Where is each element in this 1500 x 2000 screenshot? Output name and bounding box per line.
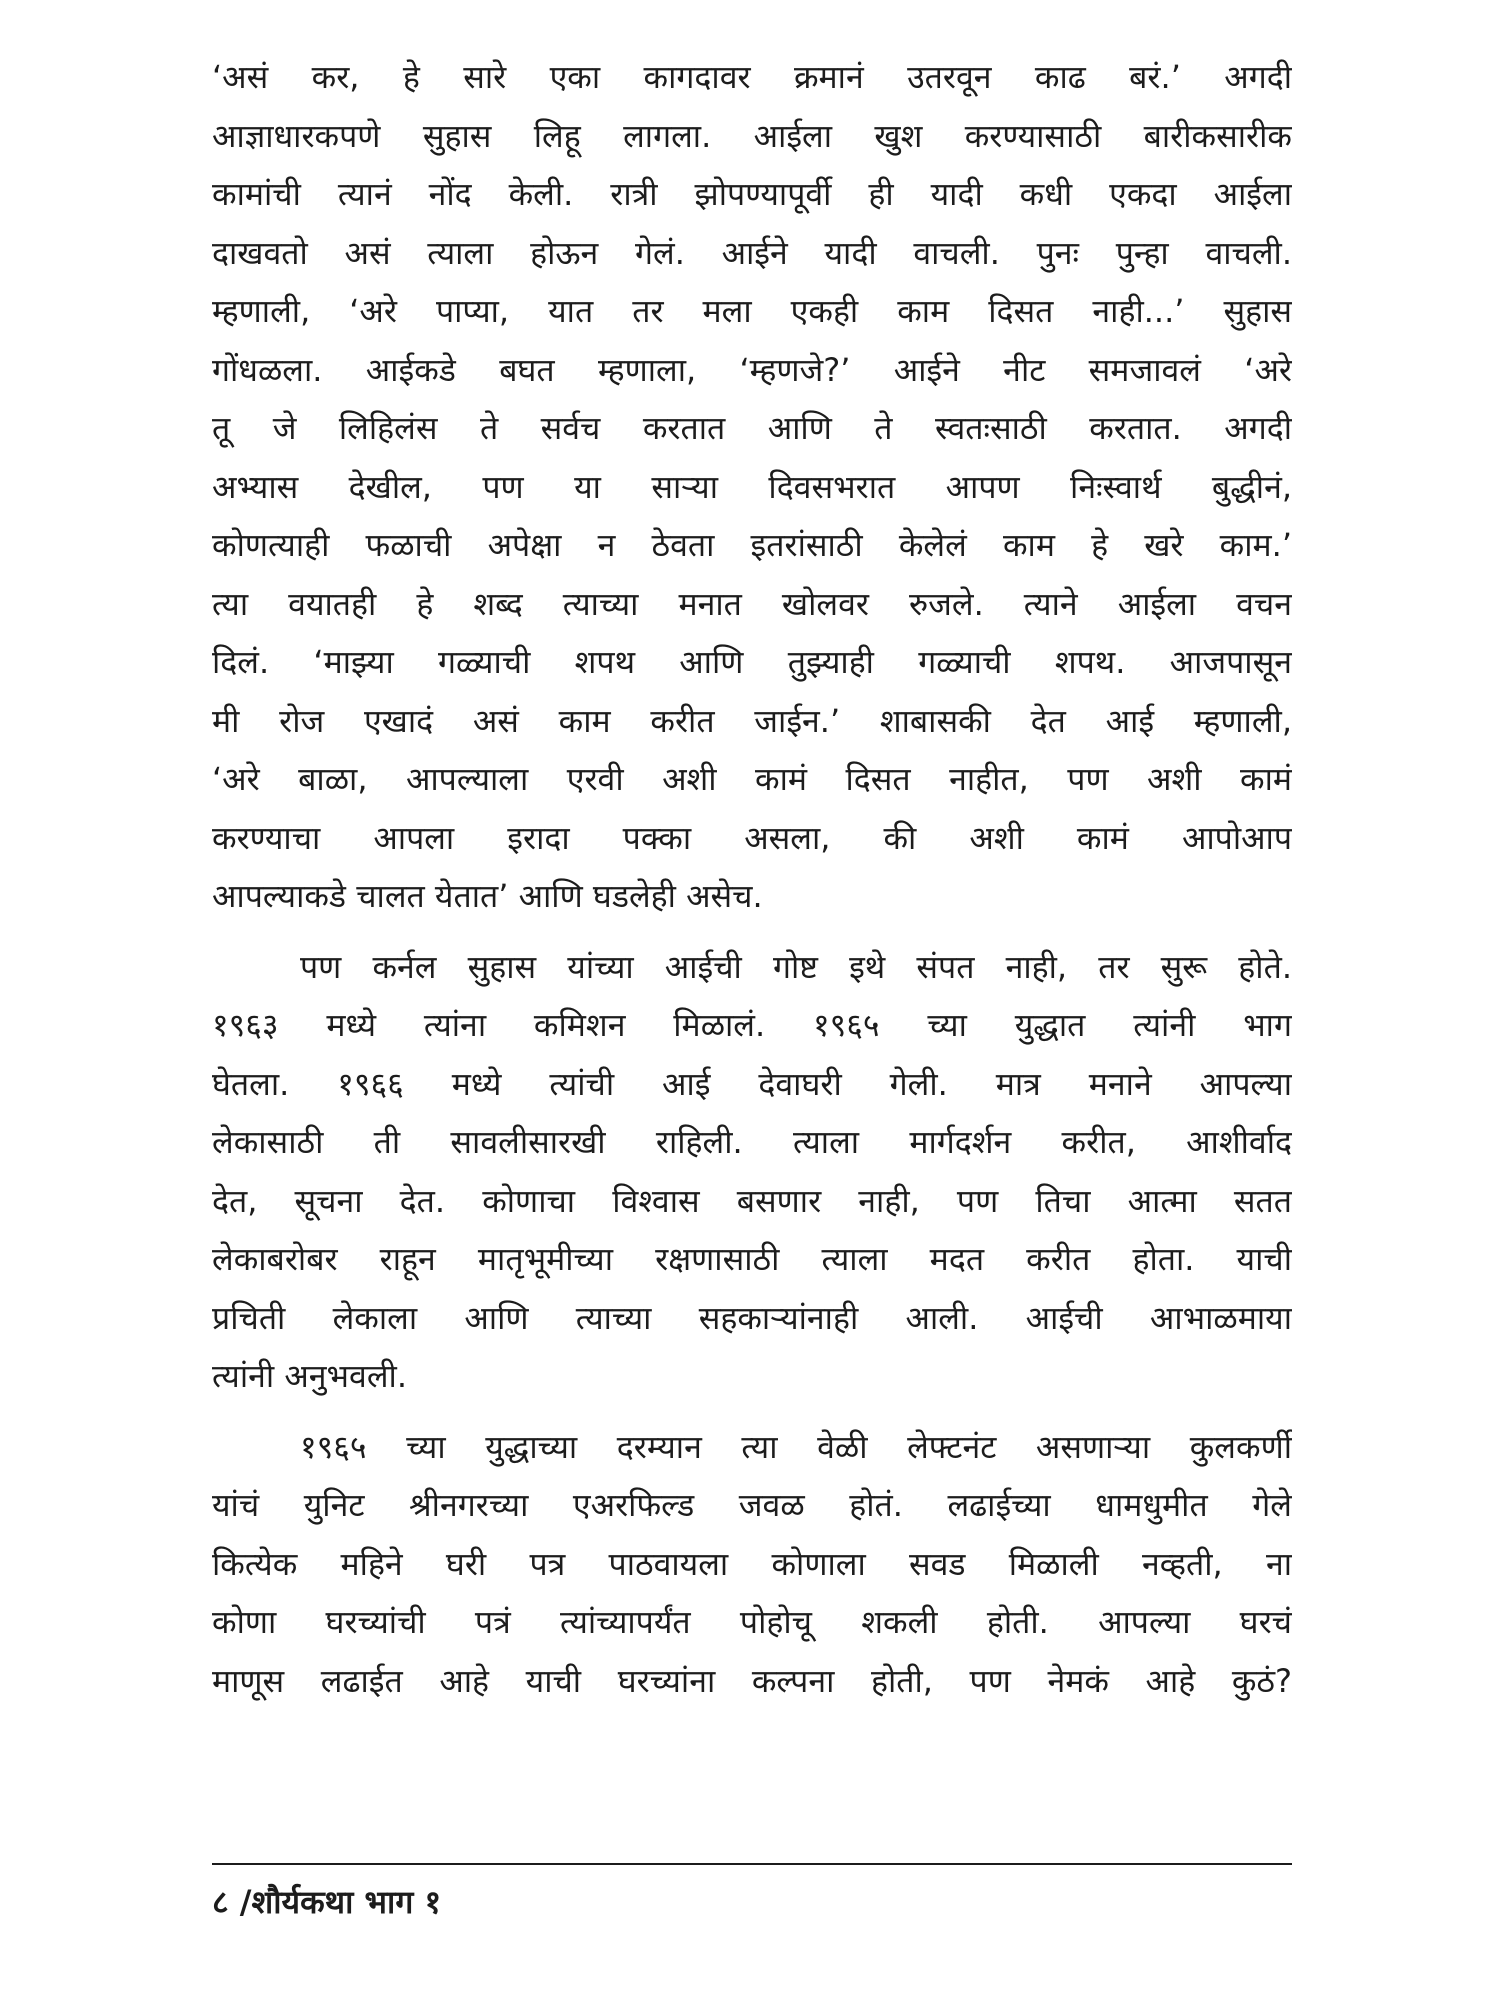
- text-line: १९६३ मध्ये त्यांना कमिशन मिळालं. १९६५ च्या युद्धात त्यांनी भाग: [212, 1006, 1292, 1044]
- page-footer: ८ /शौर्यकथा भाग १: [212, 1883, 442, 1921]
- text-line: लेकासाठी ती सावलीसारखी राहिली. त्याला मार्गदर्शन करीत, आशीर्वाद: [212, 1123, 1292, 1161]
- text-line: गोंधळला. आईकडे बघत म्हणाला, ‘म्हणजे?’ आईने नीट समजावलं ‘अरे: [212, 350, 1292, 389]
- text-line: त्या वयातही हे शब्द त्याच्या मनात खोलवर रुजले. त्याने आईला वचन: [212, 584, 1292, 623]
- paragraph-spacer: [212, 926, 1292, 938]
- paragraph-3: [212, 1418, 1292, 1711]
- footer-divider: [212, 1863, 1292, 1865]
- paragraph-spacer: [212, 1406, 1292, 1418]
- text-line: देत, सूचना देत. कोणाचा विश्वास बसणार नाही, पण तिचा आत्मा सतत: [212, 1181, 1292, 1220]
- text-line: कित्येक महिने घरी पत्र पाठवायला कोणाला सवड मिळाली नव्हती, ना: [212, 1544, 1292, 1583]
- text-line: आज्ञाधारकपणे सुहास लिहू लागला. आईला खुश करण्यासाठी बारीकसारीक: [212, 116, 1292, 155]
- text-line: म्हणाली, ‘अरे पाप्या, यात तर मला एकही काम दिसत नाही...’ सुहास: [212, 292, 1292, 330]
- text-line: ‘असं कर, हे सारे एका कागदावर क्रमानं उतरवून काढ बरं.’ अगदी: [212, 58, 1292, 96]
- paragraph-1: [212, 48, 1292, 926]
- text-line: कोणा घरच्यांची पत्रं त्यांच्यापर्यंत पोहोचू शकली होती. आपल्या घरचं: [212, 1603, 1292, 1641]
- text-line: कोणत्याही फळाची अपेक्षा न ठेवता इतरांसाठी केलेलं काम हे खरे काम.’: [212, 526, 1292, 564]
- text-line: आपल्याकडे चालत येतात’ आणि घडलेही असेच.: [212, 877, 763, 915]
- text-line: प्रचिती लेकाला आणि त्याच्या सहकाऱ्यांनाही आली. आईची आभाळमाया: [212, 1298, 1292, 1337]
- text-line: माणूस लढाईत आहे याची घरच्यांना कल्पना होती, पण नेमकं आहे कुठं?: [212, 1661, 1292, 1700]
- text-line: पण कर्नल सुहास यांच्या आईची गोष्ट इथे संपत नाही, तर सुरू होते.: [300, 947, 1292, 986]
- text-line: दिलं. ‘माझ्या गळ्याची शपथ आणि तुझ्याही गळ्याची शपथ. आजपासून: [212, 643, 1292, 681]
- text-line: १९६५ च्या युद्धाच्या दरम्यान त्या वेळी लेफ्टनंट असणाऱ्या कुलकर्णी: [300, 1427, 1292, 1466]
- text-line: तू जे लिहिलंस ते सर्वच करतात आणि ते स्वतःसाठी करतात. अगदी: [212, 409, 1292, 447]
- text-line: मी रोज एखादं असं काम करीत जाईन.’ शाबासकी देत आई म्हणाली,: [212, 701, 1292, 740]
- body-text: [212, 48, 1292, 1710]
- text-line: दाखवतो असं त्याला होऊन गेलं. आईने यादी वाचली. पुनः पुन्हा वाचली.: [212, 233, 1292, 272]
- text-line: कामांची त्यानं नोंद केली. रात्री झोपण्यापूर्वी ही यादी कधी एकदा आईला: [212, 175, 1292, 213]
- text-line: ‘अरे बाळा, आपल्याला एरवी अशी कामं दिसत नाहीत, पण अशी कामं: [212, 760, 1292, 798]
- text-line: अभ्यास देखील, पण या साऱ्या दिवसभरात आपण निःस्वार्थ बुद्धीनं,: [212, 467, 1292, 506]
- paragraph-2: [212, 938, 1292, 1406]
- text-line: यांचं युनिट श्रीनगरच्या एअरफिल्ड जवळ होतं. लढाईच्या धामधुमीत गेले: [212, 1486, 1292, 1524]
- text-line: त्यांनी अनुभवली.: [212, 1357, 408, 1395]
- text-line: लेकाबरोबर राहून मातृभूमीच्या रक्षणासाठी त्याला मदत करीत होता. याची: [212, 1240, 1292, 1278]
- text-line: करण्याचा आपला इरादा पक्का असला, की अशी कामं आपोआप: [212, 818, 1292, 857]
- text-line: घेतला. १९६६ मध्ये त्यांची आई देवाघरी गेली. मात्र मनाने आपल्या: [212, 1064, 1292, 1103]
